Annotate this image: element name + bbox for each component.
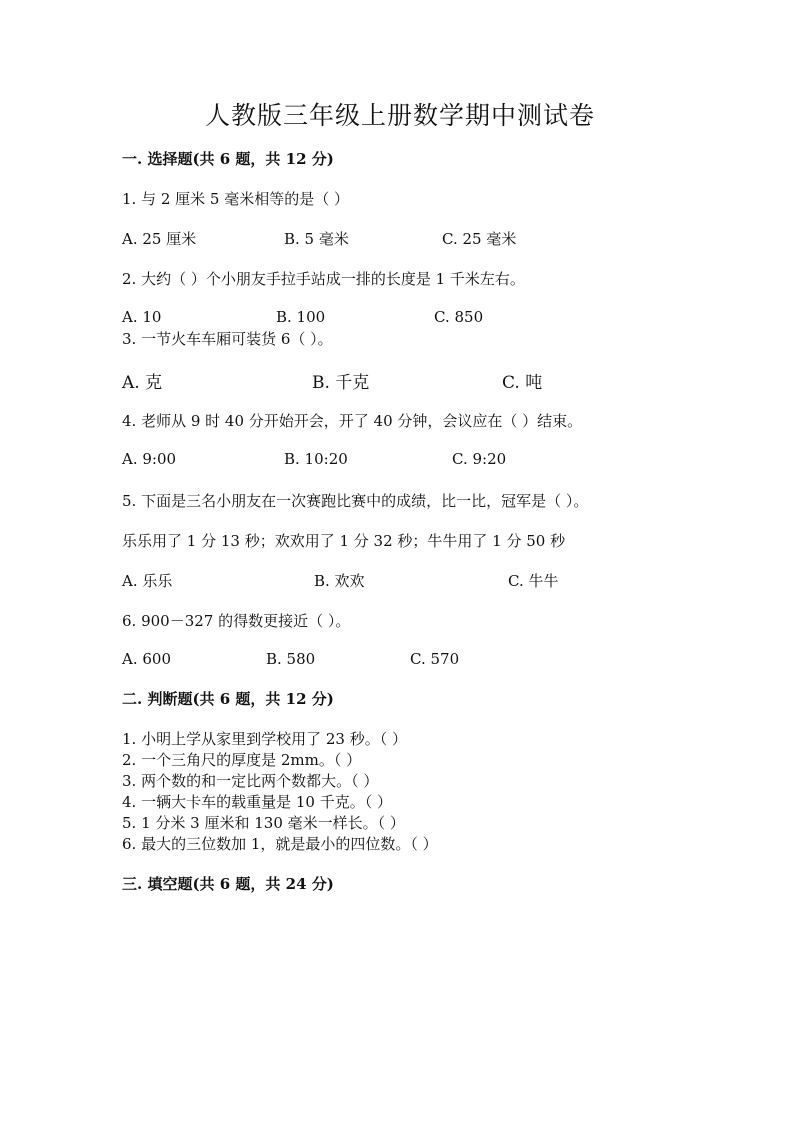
question-5: 5. 下面是三名小朋友在一次赛跑比赛中的成绩，比一比，冠军是（ ）。 (122, 492, 589, 510)
q2-option-a: A. 10 (122, 308, 162, 326)
question-3: 3. 一节火车车厢可装货 6（ ）。 (122, 330, 333, 348)
q2-option-c: C. 850 (434, 308, 484, 326)
judgment-item-6: 6. 最大的三位数加 1，就是最小的四位数。（ ） (122, 835, 438, 853)
q1-option-c: C. 25 毫米 (442, 230, 517, 248)
q3-option-b: B. 千克 (312, 373, 370, 393)
q1-option-a: A. 25 厘米 (122, 230, 197, 248)
q5-option-b: B. 欢欢 (314, 572, 365, 590)
section-heading-fill-blank: 三. 填空题(共 6 题，共 24 分) (122, 875, 334, 893)
page-title: 人教版三年级上册数学期中测试卷 (204, 101, 595, 130)
question-6: 6. 900－327 的得数更接近（ ）。 (122, 612, 351, 630)
judgment-item-3: 3. 两个数的和一定比两个数都大。（ ） (122, 772, 379, 790)
judgment-item-4: 4. 一辆大卡车的载重量是 10 千克。（ ） (122, 793, 392, 811)
q5-option-a: A. 乐乐 (122, 572, 173, 590)
q6-option-b: B. 580 (266, 650, 316, 668)
question-5-data: 乐乐用了 1 分 13 秒；欢欢用了 1 分 32 秒；牛牛用了 1 分 50 秒 (122, 532, 566, 550)
question-1: 1. 与 2 厘米 5 毫米相等的是（ ） (122, 190, 350, 208)
q6-option-a: A. 600 (122, 650, 171, 668)
q6-option-c: C. 570 (410, 650, 460, 668)
section-heading-choice: 一. 选择题(共 6 题，共 12 分) (122, 150, 334, 168)
q1-option-b: B. 5 毫米 (284, 230, 349, 248)
q2-option-b: B. 100 (276, 308, 326, 326)
q5-option-c: C. 牛牛 (508, 572, 559, 590)
judgment-item-1: 1. 小明上学从家里到学校用了 23 秒。（ ） (122, 730, 407, 748)
q3-option-a: A. 克 (122, 373, 163, 393)
judgment-item-5: 5. 1 分米 3 厘米和 130 毫米一样长。（ ） (122, 814, 405, 832)
judgment-item-2: 2. 一个三角尺的厚度是 2mm。（ ） (122, 751, 362, 769)
section-heading-judgment: 二. 判断题(共 6 题，共 12 分) (122, 690, 334, 708)
question-2: 2. 大约（ ）个小朋友手拉手站成一排的长度是 1 千米左右。 (122, 270, 525, 288)
q4-option-a: A. 9:00 (122, 450, 177, 468)
q4-option-b: B. 10:20 (284, 450, 348, 468)
q3-option-c: C. 吨 (502, 373, 543, 393)
q4-option-c: C. 9:20 (452, 450, 507, 468)
question-4: 4. 老师从 9 时 40 分开始开会，开了 40 分钟，会议应在（ ）结束。 (122, 412, 583, 430)
